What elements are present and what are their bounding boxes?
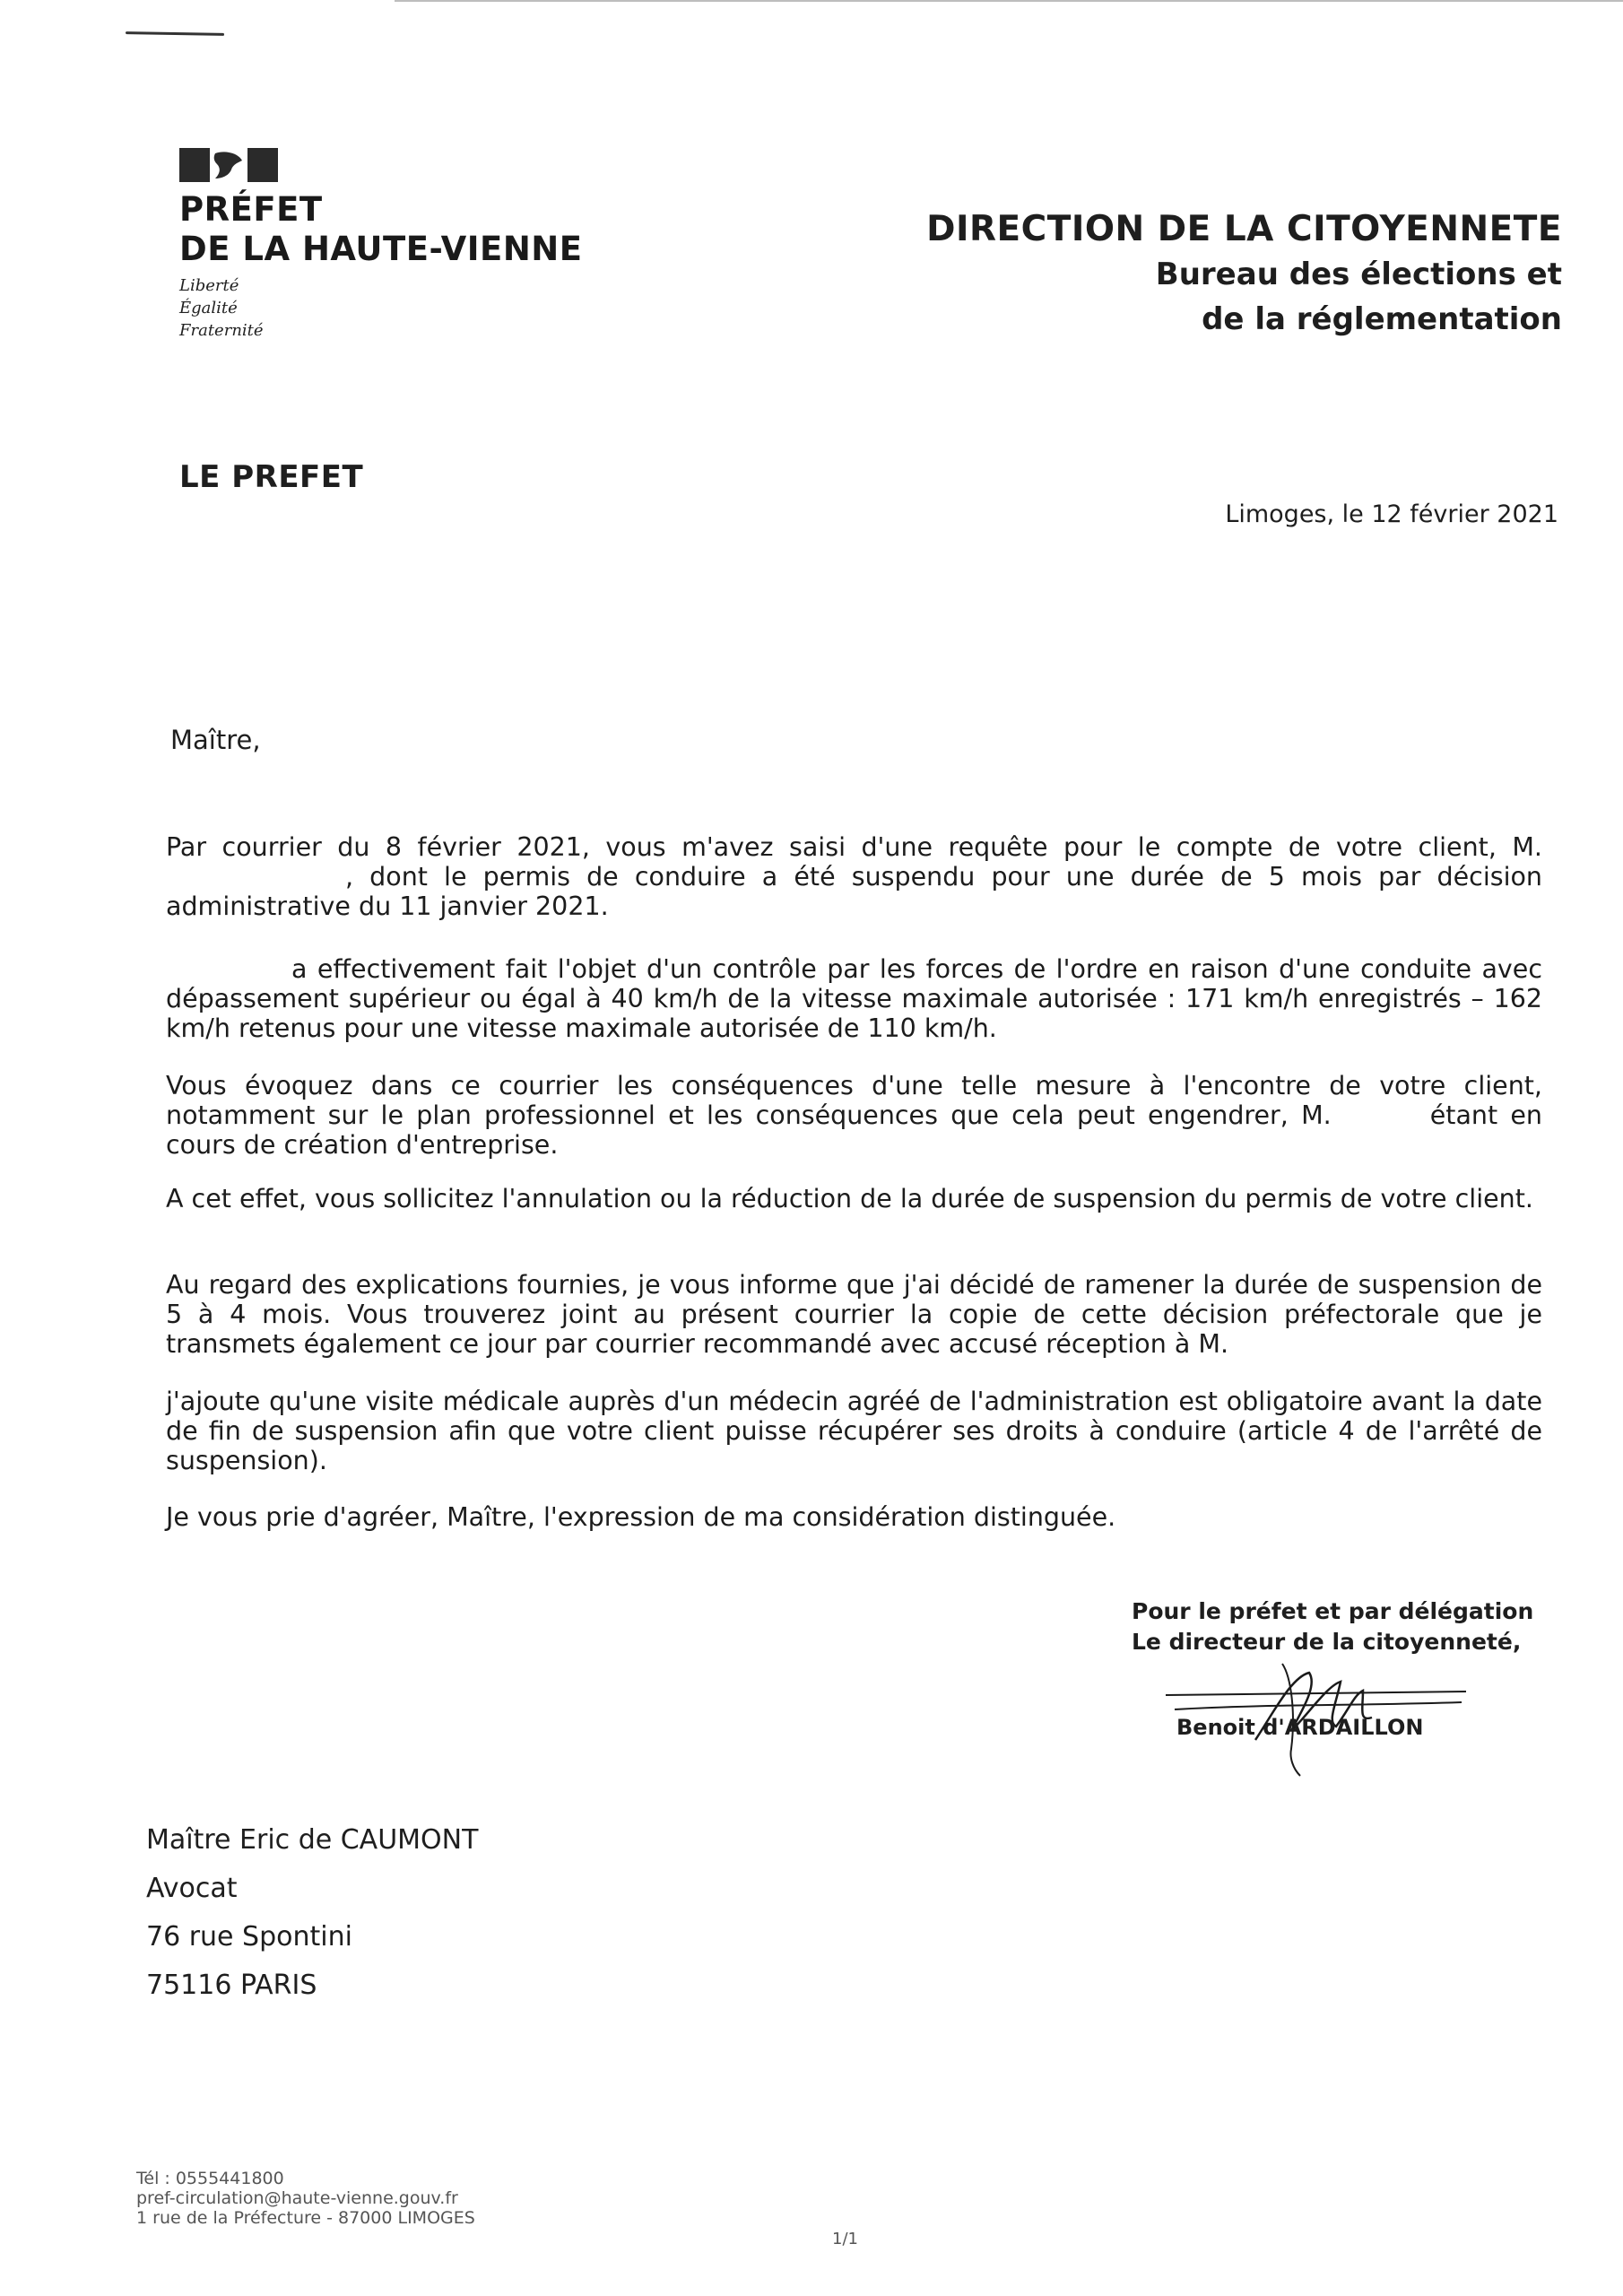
paragraph-2 <box>166 954 1542 1043</box>
scan-pen-mark <box>126 31 224 36</box>
paragraph-2-text: a effectivement fait l'objet d'un contrôle par les forces de l'ordre en raison d'une conduite avec dépassement supérieur ou égal à 40 km/h de la vitesse maximale autorisée : 171 km/h enregistrés – 162 km/h retenus pour une vitesse maximale autorisée de 110 km/h. <box>166 954 1542 1043</box>
page-number: 1/1 <box>832 2230 858 2248</box>
motto-liberte: Liberté <box>179 276 239 295</box>
prefecture-line-2: DE LA HAUTE-VIENNE <box>179 230 583 268</box>
paragraph-3-part-b: étant en cours de création d'entreprise. <box>166 1100 1542 1160</box>
recipient-street: 76 rue Spontini <box>146 1921 352 1952</box>
footer-email: pref-circulation@haute-vienne.gouv.fr <box>136 2188 458 2208</box>
recipient-city: 75116 PARIS <box>146 1970 317 2001</box>
motto-egalite: Égalité <box>179 299 238 317</box>
date-line: Limoges, le 12 février 2021 <box>1225 500 1558 528</box>
signatory-name: Benoit d'ARDAILLON <box>1176 1715 1424 1740</box>
paragraph-5: Au regard des explications fournies, je vous informe que j'ai décidé de ramener la durée de suspension de 5 à 4 mois. Vous trouverez joint au présent courrier la copie de cette décision préfectorale que je transmets également ce jour par courrier recommandé avec accusé réception à M. <box>166 1270 1542 1359</box>
direction-title: DIRECTION DE LA CITOYENNETE <box>926 209 1562 249</box>
paragraph-3 <box>166 1071 1542 1160</box>
paragraph-4: A cet effet, vous sollicitez l'annulation ou la réduction de la durée de suspension du permis de votre client. <box>166 1184 1533 1213</box>
signature-line-2: Le directeur de la citoyenneté, <box>1132 1629 1522 1655</box>
bureau-line-2: de la réglementation <box>1202 301 1562 337</box>
prefecture-name <box>179 190 583 269</box>
signature-line-1: Pour le préfet et par délégation <box>1132 1598 1534 1624</box>
signature-block <box>1132 1596 1533 1657</box>
scan-edge-line <box>395 0 1623 2</box>
salutation: Maître, <box>170 725 261 755</box>
paragraph-6: j'ajoute qu'une visite médicale auprès d'un médecin agréé de l'administration est obligatoire avant la date de fin de suspension afin que votre client puisse récupérer ses droits à conduire (article 4 de l'arrêté de suspension). <box>166 1387 1542 1475</box>
footer-contact <box>136 2169 475 2228</box>
sender-label: LE PREFET <box>179 459 364 495</box>
footer-address: 1 rue de la Préfecture - 87000 LIMOGES <box>136 2208 475 2228</box>
paragraph-1 <box>166 832 1542 921</box>
motto-fraternite: Fraternité <box>179 321 264 340</box>
prefecture-line-1: PRÉFET <box>179 190 323 229</box>
marianne-logo-icon <box>179 148 278 182</box>
republic-motto <box>179 274 264 342</box>
recipient-name: Maître Eric de CAUMONT <box>146 1824 479 1856</box>
recipient-address <box>146 1816 478 2010</box>
paragraph-1-part-b: , dont le permis de conduire a été suspendu pour une durée de 5 mois par décision administrative du 11 janvier 2021. <box>166 862 1542 921</box>
paragraph-3-part-a: Vous évoquez dans ce courrier les conséquences d'une telle mesure à l'encontre de votre client, notamment sur le plan professionnel et les conséquences que cela peut engendrer, M. <box>166 1071 1542 1130</box>
bureau-line-1: Bureau des élections et <box>1155 257 1562 292</box>
closing-formula: Je vous prie d'agréer, Maître, l'expression de ma considération distinguée. <box>166 1502 1116 1532</box>
direction-heading <box>926 208 1562 341</box>
footer-phone: Tél : 0555441800 <box>136 2169 284 2188</box>
recipient-title: Avocat <box>146 1873 238 1904</box>
paragraph-1-part-a: Par courrier du 8 février 2021, vous m'avez saisi d'une requête pour le compte de votre client, M. <box>166 832 1542 862</box>
